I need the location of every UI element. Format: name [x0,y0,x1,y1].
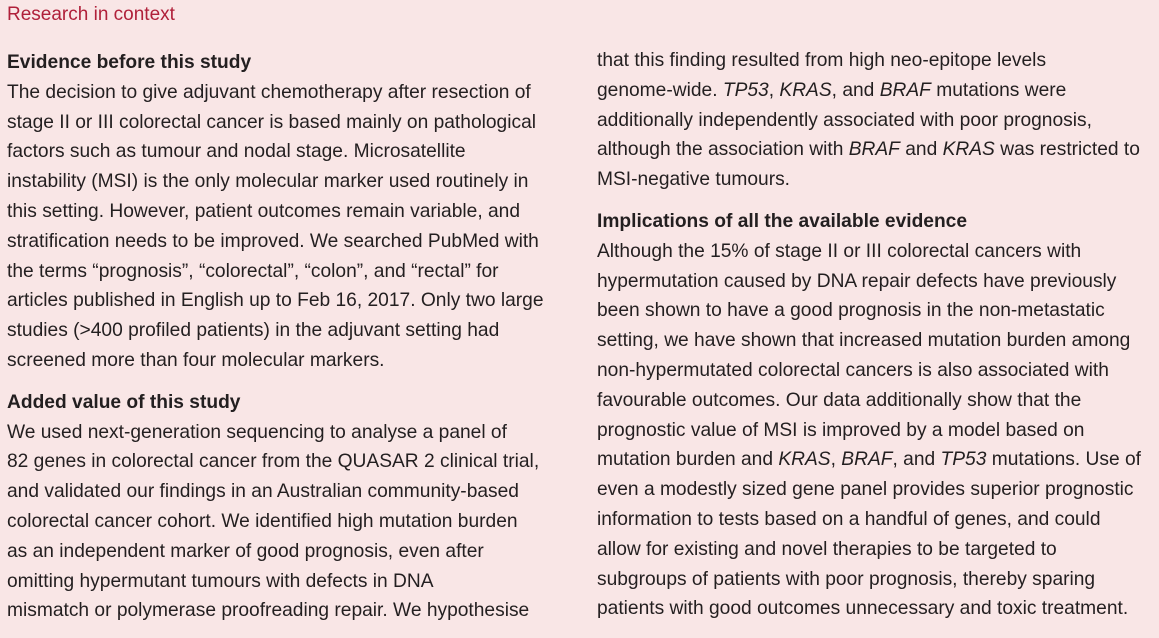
added-value-line: as an independent marker of good prognosis, even after [7,540,484,562]
added-value-line: colorectal cancer cohort. We identified high mutation burden [7,510,518,532]
implications-line: hypermutation caused by DNA repair defects have previously [597,270,1117,292]
added-value-cont-line: that this finding resulted from high neo-epitope levels [597,50,1047,71]
text-run: was restricted to [994,139,1140,161]
added-value-line: omitting hypermutant tumours with defects in DNA [7,570,434,592]
gene-name: KRAS [778,449,831,471]
added-value-line: mismatch or polymerase proofreading repair. We hypothesise [7,600,530,622]
text-run: mutation burden and [597,449,779,471]
implications-line: Although the 15% of stage II or III colorectal cancers with [597,240,1082,262]
gene-name: BRAF [841,449,893,471]
added-value-cont-line: MSI-negative tumours. [597,169,791,191]
evidence-before-line: the terms “prognosis”, “colorectal”, “colon”, and “rectal” for [7,260,499,282]
text-run: , [830,449,842,471]
added-value-cont-line: additionally independently associated with poor prognosis, [597,109,1092,131]
gene-name: KRAS [779,79,832,101]
added-value-line: and validated our findings in an Australian community-based [7,481,519,503]
gene-name: TP53 [722,79,769,101]
gene-name: TP53 [940,449,987,471]
evidence-before-line: studies (>400 profiled patients) in the adjuvant setting had [7,320,500,342]
added-value-cont-line [597,76,1157,106]
gene-name: BRAF [879,79,931,101]
panel-title: Research in context [7,4,175,25]
implications-line: subgroups of patients with poor prognosis, thereby sparing [597,568,1096,590]
gene-name: BRAF [848,139,900,161]
section-evidence-before [7,48,567,376]
evidence-before-line: factors such as tumour and nodal stage. Microsatellite [7,141,466,163]
implications-line [597,445,1157,475]
implications-line: non-hypermutated colorectal cancers is also associated with [597,359,1109,381]
text-run: genome-wide. [597,79,723,101]
evidence-before-line: articles published in English up to Feb 16, 2017. Only two large [7,290,544,312]
section-implications [597,207,1157,624]
text-run: , [768,79,780,101]
implications-line: setting, we have shown that increased mutation burden among [597,330,1131,352]
evidence-before-line: instability (MSI) is the only molecular marker used routinely in [7,171,529,193]
implications-line: even a modestly sized gene panel provides superior prognostic [597,479,1134,501]
section-heading-added-value: Added value of this study [7,391,241,413]
evidence-before-line: stage II or III colorectal cancer is based mainly on pathological [7,111,537,133]
text-run: , and [831,79,880,101]
text-run: , and [892,449,941,471]
implications-line: information to tests based on a handful of genes, and could [597,508,1101,530]
text-run: mutations were [930,79,1067,101]
right-column [597,46,1157,636]
added-value-line: 82 genes in colorectal cancer from the QUASAR 2 clinical trial, [7,451,540,473]
section-heading-implications: Implications of all the available evidence [597,210,968,232]
implications-line: been shown to have a good prognosis in the non-metastatic [597,300,1105,322]
section-heading-evidence-before: Evidence before this study [7,52,252,73]
section-added-value-continued [597,46,1157,195]
text-run: although the association with [597,139,849,161]
implications-line: prognostic value of MSI is improved by a model based on [597,419,1085,441]
text-run: mutations. Use of [986,449,1142,471]
gene-name: KRAS [942,139,995,161]
text-run: and [899,139,943,161]
evidence-before-line: screened more than four molecular markers. [7,349,385,371]
implications-line: allow for existing and novel therapies to be targeted to [597,538,1057,560]
evidence-before-line: this setting. However, patient outcomes remain variable, and [7,200,521,222]
left-column [7,48,567,638]
implications-line: favourable outcomes. Our data additionally show that the [597,389,1082,411]
evidence-before-line: stratification needs to be improved. We searched PubMed with [7,230,539,252]
section-added-value [7,388,567,626]
added-value-line: We used next-generation sequencing to analyse a panel of [7,421,507,443]
evidence-before-line: The decision to give adjuvant chemotherapy after resection of [7,81,531,103]
implications-line: patients with good outcomes unnecessary and toxic treatment. [597,598,1129,620]
added-value-cont-line [597,135,1157,165]
